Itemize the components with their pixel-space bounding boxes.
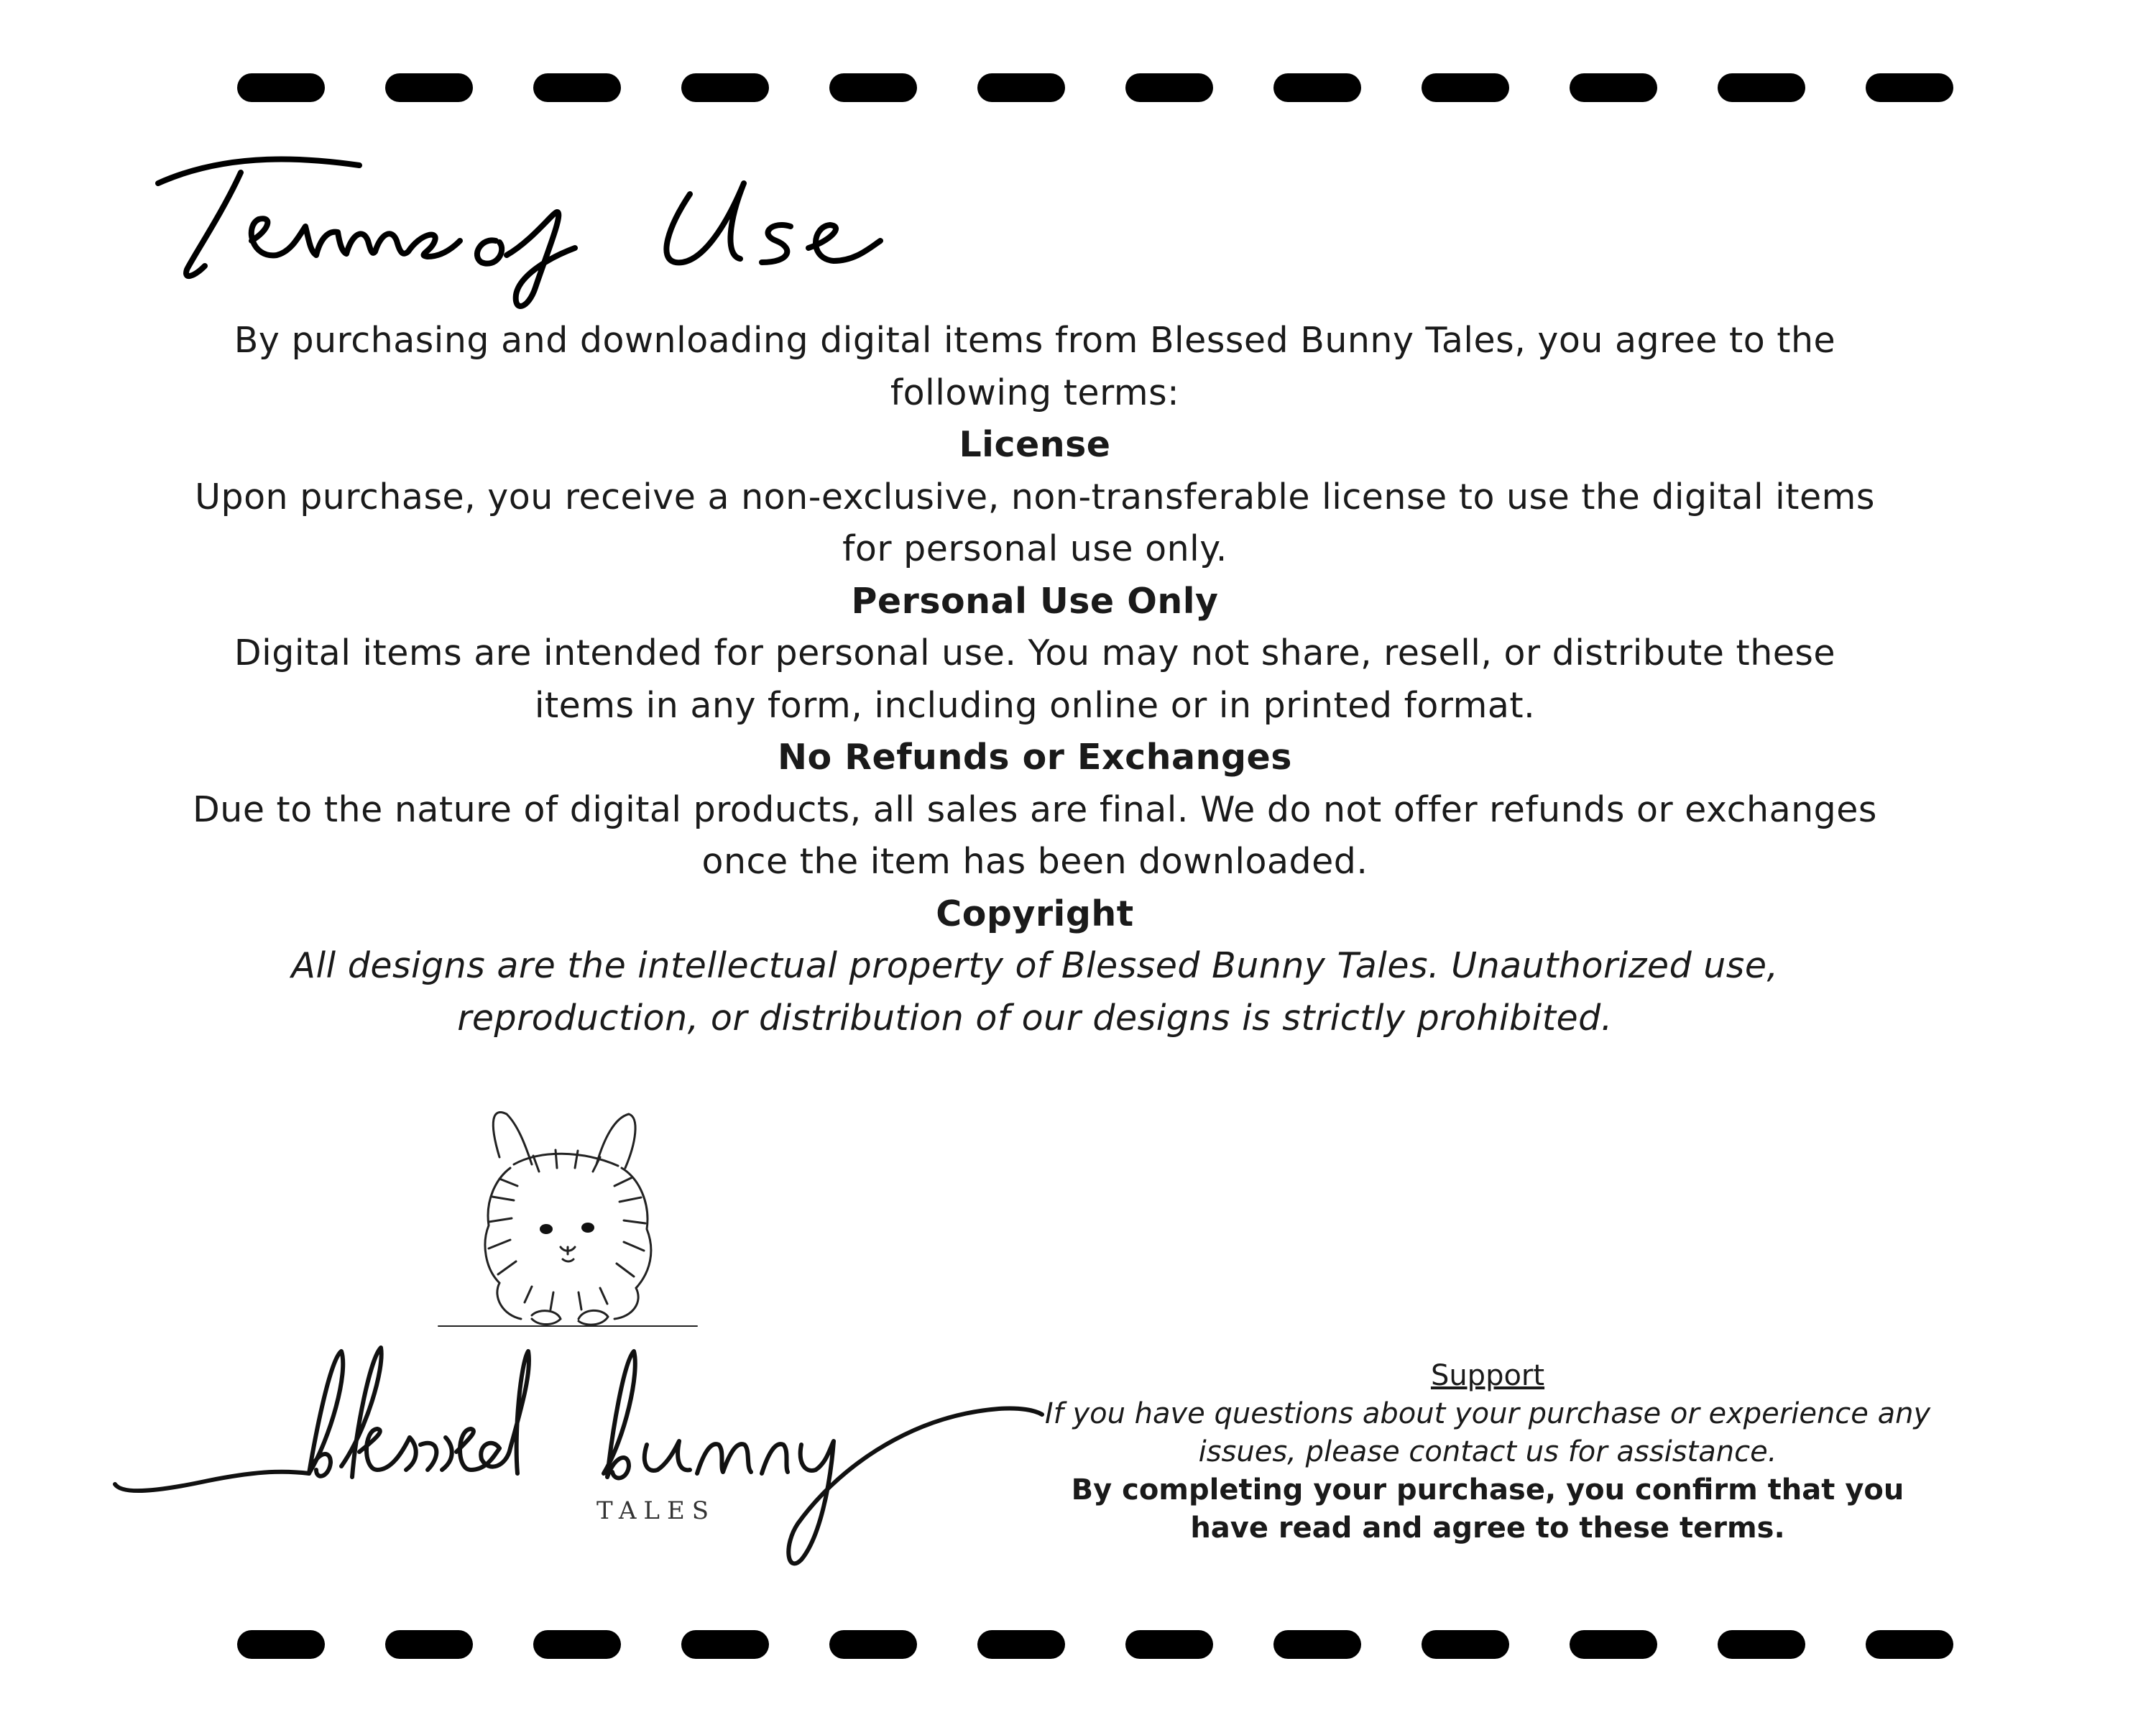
top-dashed-border [0, 73, 2156, 102]
terms-content [180, 315, 1890, 1044]
support-confirmation: By completing your purchase, you confirm that you have read and agree to these terms. [1071, 1473, 1904, 1545]
logo-script-art [101, 1330, 1049, 1574]
bottom-dashed-border [0, 1630, 2156, 1659]
bunny-illustration-icon [431, 1100, 704, 1337]
terms-intro: By purchasing and downloading digital items from Blessed Bunny Tales, you agree to the following terms: [234, 320, 1836, 413]
border-dash [1273, 73, 1361, 102]
section-body-no-refunds: Due to the nature of digital products, all sales are final. We do not offer refunds or exchanges once the item has been downloaded. [193, 788, 1877, 882]
border-dash [681, 1630, 769, 1659]
border-dash [829, 1630, 917, 1659]
section-heading-copyright: Copyright [936, 893, 1134, 934]
border-dash [1422, 73, 1509, 102]
border-dash [533, 1630, 621, 1659]
border-dash [1718, 73, 1805, 102]
section-body-copyright: All designs are the intellectual property of Blessed Bunny Tales. Unauthorized use, reproduction, or distribution of our designs is strictly prohibited. [291, 945, 1779, 1039]
support-body: If you have questions about your purchase or experience any issues, please contact us for assistance. [1044, 1397, 1931, 1468]
border-dash [1866, 1630, 1953, 1659]
section-body-license: Upon purchase, you receive a non-exclusive, non-transferable license to use the digital items for personal use only. [195, 476, 1875, 569]
border-dash [1125, 1630, 1213, 1659]
border-dash [237, 1630, 325, 1659]
logo-tales-text: TALES [596, 1496, 717, 1525]
border-dash [1570, 1630, 1657, 1659]
border-dash [977, 73, 1065, 102]
section-heading-license: License [959, 424, 1111, 465]
section-heading-no-refunds: No Refunds or Exchanges [778, 737, 1292, 778]
title-script-art [144, 133, 934, 327]
border-dash [533, 73, 621, 102]
border-dash [1422, 1630, 1509, 1659]
border-dash [829, 73, 917, 102]
border-dash [1125, 73, 1213, 102]
border-dash [681, 73, 769, 102]
page-title [144, 133, 934, 327]
support-title: Support [1430, 1359, 1545, 1392]
section-body-personal-use: Digital items are intended for personal use. You may not share, resell, or distribute these items in any form, including online or in printed format. [234, 632, 1836, 726]
section-heading-personal-use: Personal Use Only [851, 580, 1219, 622]
support-section [1035, 1357, 1940, 1547]
border-dash [1718, 1630, 1805, 1659]
border-dash [385, 73, 473, 102]
border-dash [1866, 73, 1953, 102]
border-dash [977, 1630, 1065, 1659]
border-dash [385, 1630, 473, 1659]
logo-script [101, 1330, 1049, 1574]
border-dash [237, 73, 325, 102]
border-dash [1273, 1630, 1361, 1659]
border-dash [1570, 73, 1657, 102]
